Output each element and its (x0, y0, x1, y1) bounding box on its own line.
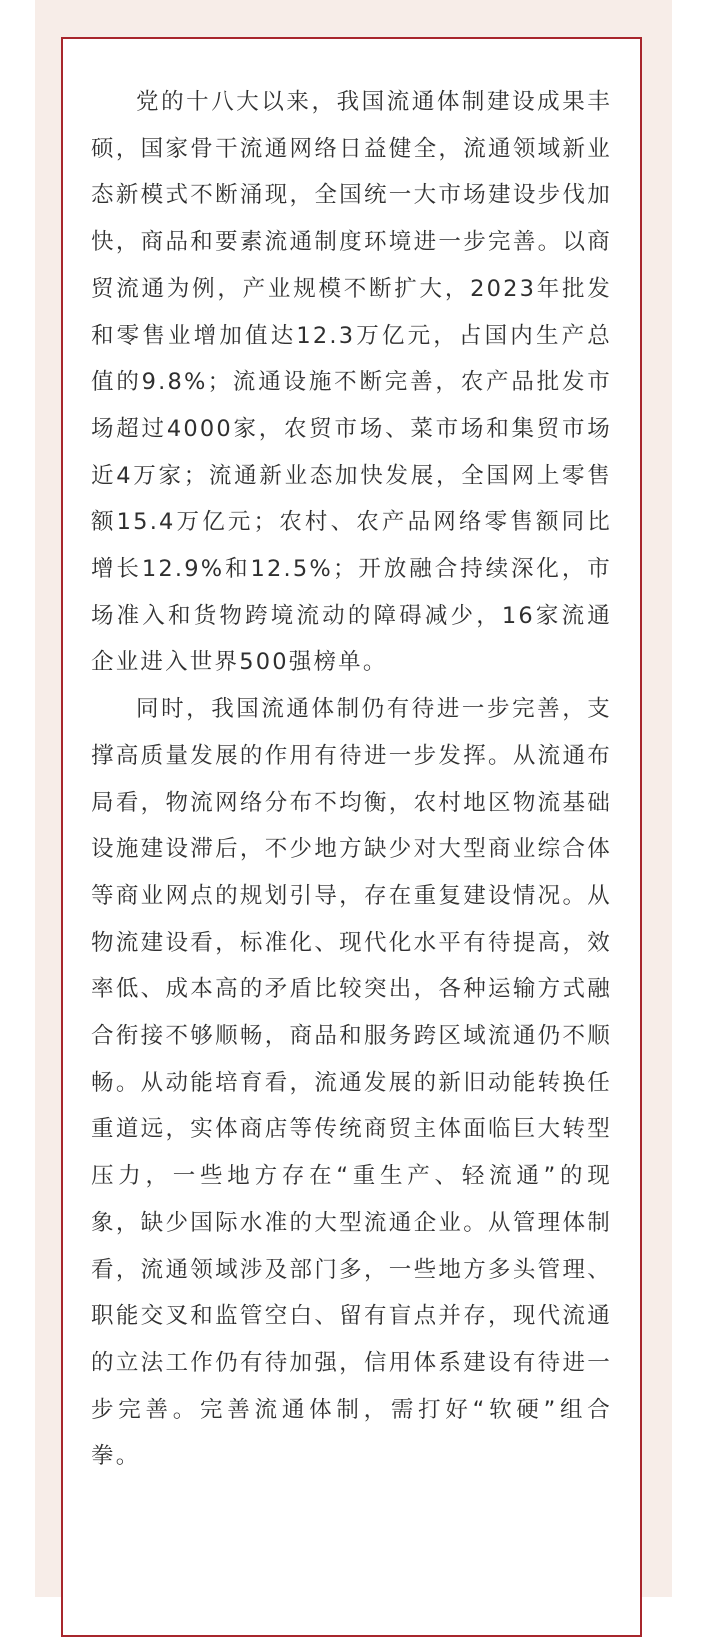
page-background (35, 0, 672, 1597)
article-paragraph-2: 同时，我国流通体制仍有待进一步完善，支撑高质量发展的作用有待进一步发挥。从流通布局看，物流网络分布不均衡，农村地区物流基础设施建设滞后，不少地方缺少对大型商业综合体等商业网点的规划引导，存在重复建设情况。从物流建设看，标准化、现代化水平有待提高，效率低、成本高的矛盾比较突出，各种运输方式融合衔接不够顺畅，商品和服务跨区域流通仍不顺畅。从动能培育看，流通发展的新旧动能转换任重道远，实体商店等传统商贸主体面临巨大转型压力，一些地方存在“重生产、轻流通”的现象，缺少国际水准的大型流通企业。从管理体制看，流通领域涉及部门多，一些地方多头管理、职能交叉和监管空白、留有盲点并存，现代流通的立法工作仍有待加强，信用体系建设有待进一步完善。完善流通体制，需打好“软硬”组合拳。 (91, 696, 612, 1470)
article-card (61, 37, 642, 1637)
article-paragraph-1: 党的十八大以来，我国流通体制建设成果丰硕，国家骨干流通网络日益健全，流通领域新业态新模式不断涌现，全国统一大市场建设步伐加快，商品和要素流通制度环境进一步完善。以商贸流通为例，产业规模不断扩大，2023年批发和零售业增加值达12.3万亿元，占国内生产总值的9.8%；流通设施不断完善，农产品批发市场超过4000家，农贸市场、菜市场和集贸市场近4万家；流通新业态加快发展，全国网上零售额15.4万亿元；农村、农产品网络零售额同比增长12.9%和12.5%；开放融合持续深化，市场准入和货物跨境流动的障碍减少，16家流通企业进入世界500强榜单。 (91, 89, 612, 676)
